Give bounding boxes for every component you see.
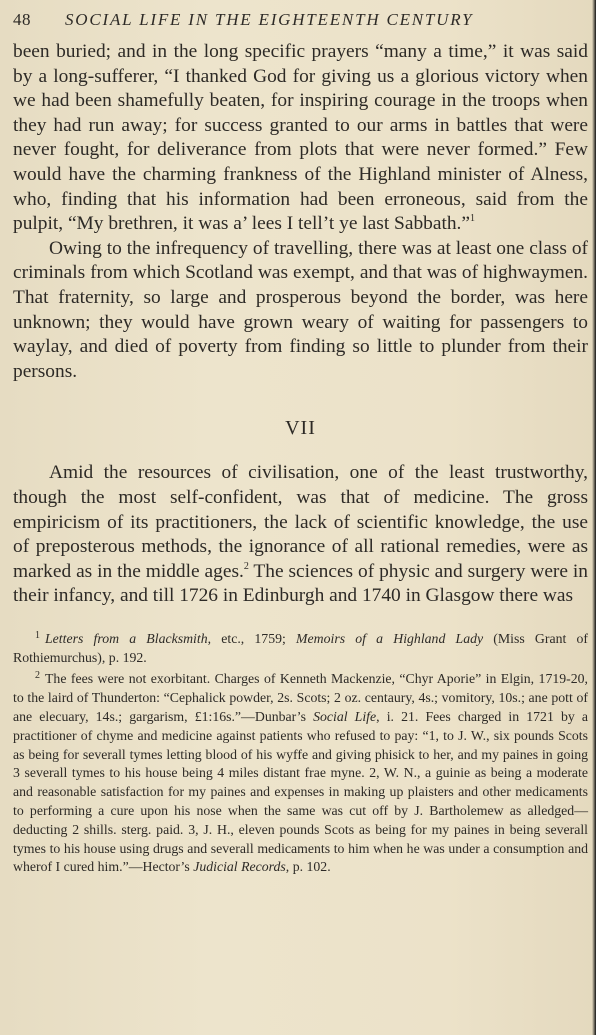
footnote-2-mark: 2 [35,670,40,682]
footnotes [13,627,588,877]
page-number: 48 [13,10,31,29]
footnote-2 [13,667,588,877]
footnote-2-text-c: , p. 102. [285,859,331,875]
body-text [13,40,588,609]
page-header [13,0,588,40]
footnote-2-text-a: The fees were not exorbitant. Charges of Kenneth Mackenzie, “Chyr Aporie” in Elgin, 1719-20, to the laird of Thunderton: “Cephalick powder, 2s. Scots; 2 oz. centaury, 4s.; vomitory, 10s.; ane pott of ane elecuary, 14s.; gargarism, £1:16s.”—Dunbar’s [13,671,588,725]
footnote-1 [13,627,588,668]
footnote-ref-1: 1 [470,213,475,225]
section-heading: VII [285,417,316,440]
paragraph-3-text-a: Amid the resources of civilisation, one of the least trustworthy, though the most self-confident, was that of medicine. The gross empiricism of its practitioners, the lack of scientific knowledge, the use of preposterous methods, the ignorance of all rational remedies, were as marked as in the middle ages. [13,462,588,582]
paragraph-1-text: been buried; and in the long specific prayers “many a time,” it was said by a long-sufferer, “I thanked God for giving us a glorious victory when we had been shamefully beaten, for inspiring courage in the troops when they had run away; for success granted to our arms in battles that were never fought, for deliverance from plots that were never formed.” Few would have the charming frankness of the Highland minister of Alness, who, finding that his information had been erroneous, said from the pulpit, “My brethren, it was a’ lees I tell’t ye last Sabbath.” [13,41,588,235]
footnote-ref-2: 2 [243,560,249,572]
page-edge-shadow [592,0,596,1035]
footnote-1-title-a: Letters from a Blacksmith [45,630,208,646]
paragraph-2: Owing to the infrequency of travelling, there was at least one class of criminals from which Scotland was exempt, and that was of highwaymen. That fraternity, so large and prosperous beyond the border, was here unknown; they would have grown weary of waiting for passengers to waylay, and died of poverty from finding so little to plunder from their persons. [13,237,588,382]
paragraph-3 [13,461,588,609]
footnote-1-mark: 1 [35,629,40,641]
footnote-1-text-b: (Miss Grant of Rothiemurchus), p. 192. [13,630,588,665]
footnote-1-title-b: Memoirs of a Highland Lady [296,630,484,646]
footnote-2-text-b: , i. 21. Fees charged in 1721 by a practitioner of chyme and medicine against patients who refused to pay: “1, to J. W., six pounds Scots as being for severall tymes letting blood of his wyffe and giving phisick to her, and my paines in going 3 severall tymes to his house being 4 miles distant frae myne. 2, W. N., a guinie as being a moderate and reasonable satisfaction for my paines and expenses in making up plaisters and other medicaments to performing a cure upon his nose when the same was cut off by J. Bartholemew as alledged—deducting 2 shills. sterg. paid. 3, J. H., eleven pounds Scots as being for my paines in being severall tymes to his house using drugs and severall medicaments to him when he was under a consumption and wherof I cured him.”—Hector’s [13,709,588,875]
running-head: SOCIAL LIFE IN THE EIGHTEENTH CENTURY [65,10,474,29]
footnote-1-text-a: , etc., 1759; [207,630,297,646]
footnote-2-title-b: Judicial Records [193,859,286,875]
footnote-2-title-a: Social Life [313,709,377,725]
paragraph-1 [13,40,588,237]
paragraph-3-text-b: The sciences of physic and surgery were in their infancy, and till 1726 in Edinburgh and 1740 in Glasgow there was [13,560,588,607]
